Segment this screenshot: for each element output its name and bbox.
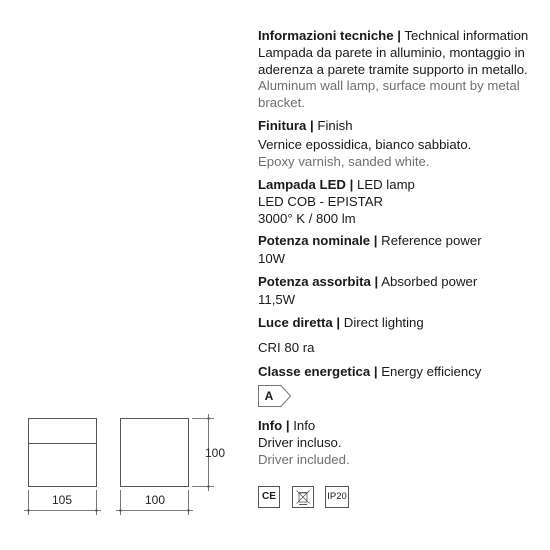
separator: | (374, 274, 379, 289)
heading-english: Energy efficiency (381, 363, 482, 379)
heading-italian: Classe energetica (258, 363, 371, 379)
description-en-2: bracket. (258, 94, 305, 110)
info-en: Driver included. (258, 451, 350, 467)
heading-english: Finish (317, 118, 353, 133)
separator: | (397, 28, 401, 43)
separator: | (336, 315, 341, 330)
heading-italian: Potenza nominale (258, 233, 371, 248)
description-it-2: aderenza a parete tramite supporto in metallo. (258, 61, 528, 77)
finish-it: Vernice epossidica, bianco sabbiato. (258, 137, 472, 152)
heading-english: Reference power (381, 233, 482, 248)
separator: | (373, 233, 378, 248)
cri-value: CRI 80 ra (258, 340, 315, 355)
absorbed-power-value: 11,5W (258, 292, 296, 307)
heading-english: Direct lighting (343, 315, 424, 330)
led-type: LED COB - EPISTAR (258, 194, 384, 209)
side-width-label: 100 (145, 493, 166, 507)
heading-italian: Potenza assorbita (258, 274, 371, 289)
heading-italian: Info (258, 418, 283, 433)
heading-italian: Lampada LED (258, 177, 346, 192)
energy-class-letter: A (264, 389, 274, 403)
height-label: 100 (205, 446, 226, 460)
ce-label: CE (262, 491, 276, 502)
ip-label: IP20 (327, 491, 347, 502)
heading-english: Technical information (404, 28, 529, 43)
info-it: Driver incluso. (258, 435, 342, 450)
led-temperature-lumen: 3000° K / 800 lm (258, 210, 356, 226)
front-view-outline (29, 419, 97, 487)
heading-english: LED lamp (356, 177, 415, 192)
separator: | (285, 418, 290, 433)
heading-english: Info (293, 418, 316, 433)
heading-italian: Finitura (258, 118, 307, 133)
description-en-1: Aluminum wall lamp, surface mount by metal (258, 78, 520, 93)
separator: | (310, 118, 314, 133)
nominal-power-value: 10W (258, 251, 286, 266)
description-it-1: Lampada da parete in alluminio, montaggio in (258, 45, 525, 60)
heading-italian: Luce diretta (258, 315, 333, 330)
separator: | (373, 363, 378, 379)
finish-en: Epoxy varnish, sanded white. (258, 153, 430, 169)
separator: | (349, 177, 354, 192)
heading-english: Absorbed power (381, 274, 478, 289)
side-view-outline (121, 419, 189, 487)
heading-italian: Informazioni tecniche (258, 28, 394, 43)
front-width-label: 105 (52, 493, 73, 507)
